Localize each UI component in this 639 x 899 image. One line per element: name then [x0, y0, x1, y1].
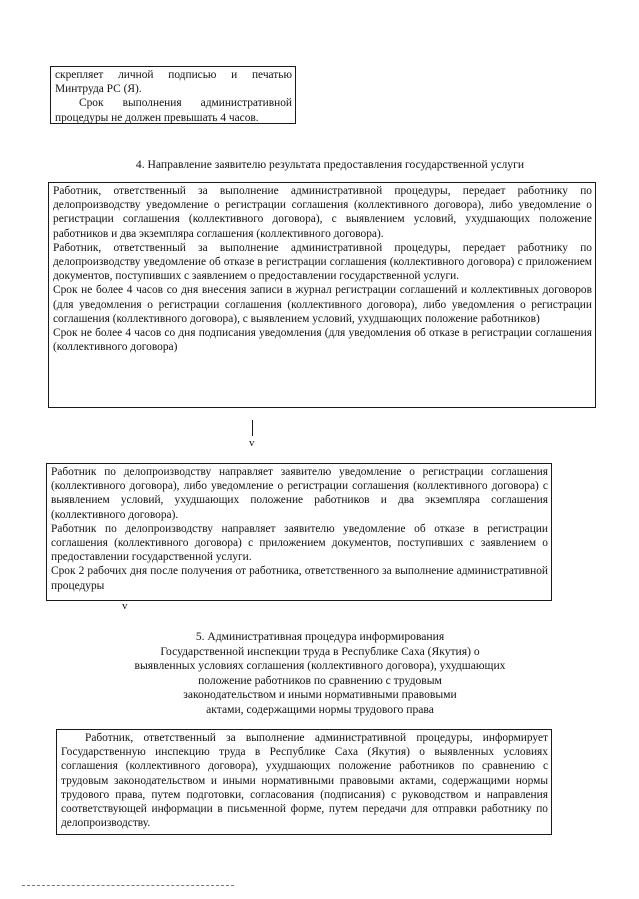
- box2-paragraph-1: Работник, ответственный за выполнение административной процедуры, передает работнику по делопроизводству уведомление о регистрации соглашения (коллективного договора), либо уведомление о регистрации соглашения (коллективного договора), с выявлением условий, ухудшающих положение работников и два экземпляра соглашения (коллективного договора).: [53, 185, 592, 240]
- section-5-heading-line-6: актами, содержащими нормы трудового права: [206, 702, 434, 716]
- box2-paragraph-4: Срок не более 4 часов со дня подписания уведомления (для уведомления об отказе в регистрации соглашения (коллективного договора): [53, 327, 592, 354]
- box2-paragraph-3: Срок не более 4 часов со дня внесения записи в журнал регистрации соглашений и коллективных договоров (для уведомления о регистрации соглашения (коллективного договора), либо уведомления о регистрации соглашения (коллективного договора), с выявлением условий, ухудшающих положение работников): [53, 284, 592, 325]
- box4-paragraph: Работник, ответственный за выполнение административной процедуры, информирует Государственную инспекцию труда в Республике Саха (Якутия) о выявленных условиях соглашения (коллективного договора), ухудшающих положение работников по сравнению с трудовым законодательством и иными нормативными правовыми актами, содержащими нормы трудового права, путем подготовки, согласования (подписания) с руководством и направления соответствующей информации в письменной форме, путем передачи для отправки работнику по делопроизводству.: [61, 732, 548, 830]
- footer-rule: [22, 885, 234, 886]
- box2-paragraph-2: Работник, ответственный за выполнение административной процедуры, передает работнику по делопроизводству уведомление об отказе в регистрации соглашения (коллективного договора) с приложением документов, поступивших с заявлением о предоставлении государственной услуги.: [53, 241, 592, 283]
- box3-paragraph-2: Работник по делопроизводству направляет заявителю уведомление об отказе в регистрации соглашения (коллективного договора) с приложением документов, поступивших с заявлением о предоставлении государственной услуги.: [51, 522, 548, 564]
- box1-line-1: скрепляет личной подписью и печатью Минтруда РС (Я).: [55, 69, 292, 96]
- section-5-heading-line-1: 5. Административная процедура информирования: [195, 630, 445, 643]
- section-4-heading: 4. Направление заявителю результата предоставления государственной услуги: [135, 158, 525, 171]
- box1-line-2: Срок выполнения административной процедуры не должен превышать 4 часов.: [55, 97, 292, 124]
- flow-arrow-line: [252, 420, 253, 436]
- section-5-heading-line-4: положение работников по сравнению с трудовым: [198, 673, 442, 687]
- section-5-heading-line-2: Государственной инспекции труда в Республике Саха (Якутия) о: [160, 644, 480, 658]
- section-5-heading: [60, 630, 580, 718]
- section-5-heading-line-3: выявленных условиях соглашения (коллективного договора), ухудшающих: [134, 659, 506, 673]
- procedure-box-signature: [50, 66, 296, 124]
- procedure-box-transfer: [48, 182, 596, 408]
- flow-arrow-head-2: v: [122, 600, 128, 612]
- box3-paragraph-1: Работник по делопроизводству направляет заявителю уведомление о регистрации соглашения (коллективного договора), либо уведомление о регистрации соглашения (коллективного договора) с выявлением условий, ухудшающих положение работников и два экземпляра соглашения (коллективного договора).: [51, 466, 548, 521]
- flow-arrow-head: v: [249, 437, 255, 449]
- box3-paragraph-3: Срок 2 рабочих дня после получения от работника, ответственного за выполнение административной процедуры: [51, 565, 548, 592]
- procedure-box-inform-inspection: [56, 729, 552, 835]
- procedure-box-send-applicant: [46, 463, 552, 601]
- section-5-heading-line-5: законодательством и иными нормативными правовыми: [183, 688, 457, 702]
